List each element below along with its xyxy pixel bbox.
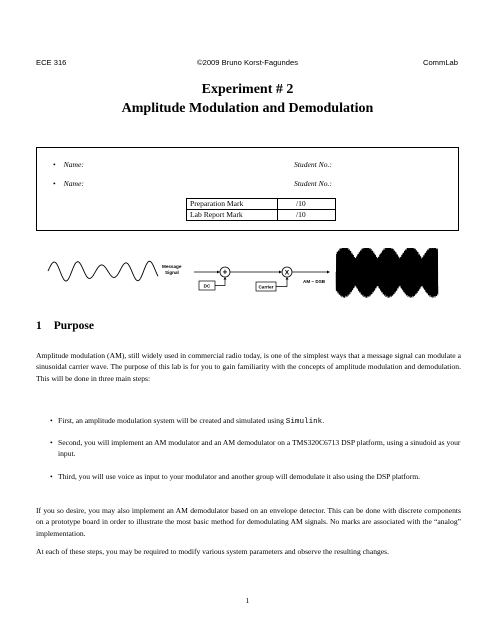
arrow-head [286,277,289,280]
am-dsb-label: AM − DSB [303,279,326,284]
list-item [50,471,461,482]
student-no-label: Student No.: [294,179,332,188]
list-item [50,437,461,460]
multiplier-symbol: X [284,269,290,277]
header-copyright: ©2009 Bruno Korst-Fagundes [197,58,298,67]
arrow-head [217,271,220,274]
envelope-paragraph: If you so desire, you may also implement an AM demodulator based on an envelope detector. This can be done with discrete components on a prototype board in order to illustrate the most basic method for demodulating AM signals. No marks are associated with the “analog” implementation. [36,506,461,538]
message-label-2: Signal [165,270,179,275]
arrow-head [279,271,282,274]
section-number: 1 [36,320,42,332]
marks-row [187,199,336,210]
dc-label: DC [203,283,211,289]
bullet-icon: • [53,160,56,169]
name-label: Name: [63,179,84,188]
student-info-box [36,147,459,231]
name-row-2 [53,179,84,188]
header-course: ECE 316 [36,58,67,67]
header-lab: CommLab [422,58,458,67]
experiment-title: Experiment # 2 [201,82,294,97]
name-row-1 [53,160,84,169]
arrow-head [224,277,227,280]
student-no-label: Student No.: [294,160,332,169]
page-number: 1 [245,596,250,605]
am-waveform [336,248,438,298]
adder-symbol: + [222,267,228,277]
mark-value: /10 [278,199,336,210]
experiment-subtitle: Amplitude Modulation and Demodulation [121,101,374,116]
intro-paragraph: Amplitude modulation (AM), still widely used in commercial radio today, is one of the simplest ways that a message signal can modulate a sinusoidal carrier wave. The purpose of this lab is for you to gain familiarity with the concepts of amplitude modulation and demodulation. This will be done in three main steps: [36,351,461,383]
bullet-2-text: Second, you will implement an AM modulator and an AM demodulator on a TMS320C6713 DSP platform, using a sinudoid as your input. [58,438,461,459]
bullet-icon: • [50,438,53,447]
carrier-line [276,279,287,287]
bullet-1-text: First, an amplitude modulation system will be created and simulated using [58,416,286,425]
section-title: Purpose [53,320,94,332]
dc-line [215,279,225,286]
mark-label: Lab Report Mark [187,210,278,221]
bullet-icon: • [50,416,53,425]
bullet-icon: • [53,179,56,188]
list-item [50,415,461,428]
marks-row [187,210,336,221]
steps-paragraph: At each of these steps, you may be required to modify various system parameters and observe the resulting changes. [36,547,390,556]
marks-table [186,198,336,221]
bullet-icon: • [50,472,53,481]
carrier-label: Carrier [258,284,274,290]
bullet-1-end: . [322,416,325,425]
simulink-code: Simulink [285,418,323,426]
am-block-diagram [36,248,462,304]
message-waveform [48,261,158,281]
name-label: Name: [63,160,84,169]
bullet-3-text: Third, you will use voice as input to your modulator and another group will demodulate it also using the DSP platform. [58,472,421,481]
mark-label: Preparation Mark [187,199,278,210]
section-heading [36,320,94,332]
mark-value: /10 [278,210,336,221]
arrow-head [327,271,330,274]
message-label-1: Message [162,264,182,269]
